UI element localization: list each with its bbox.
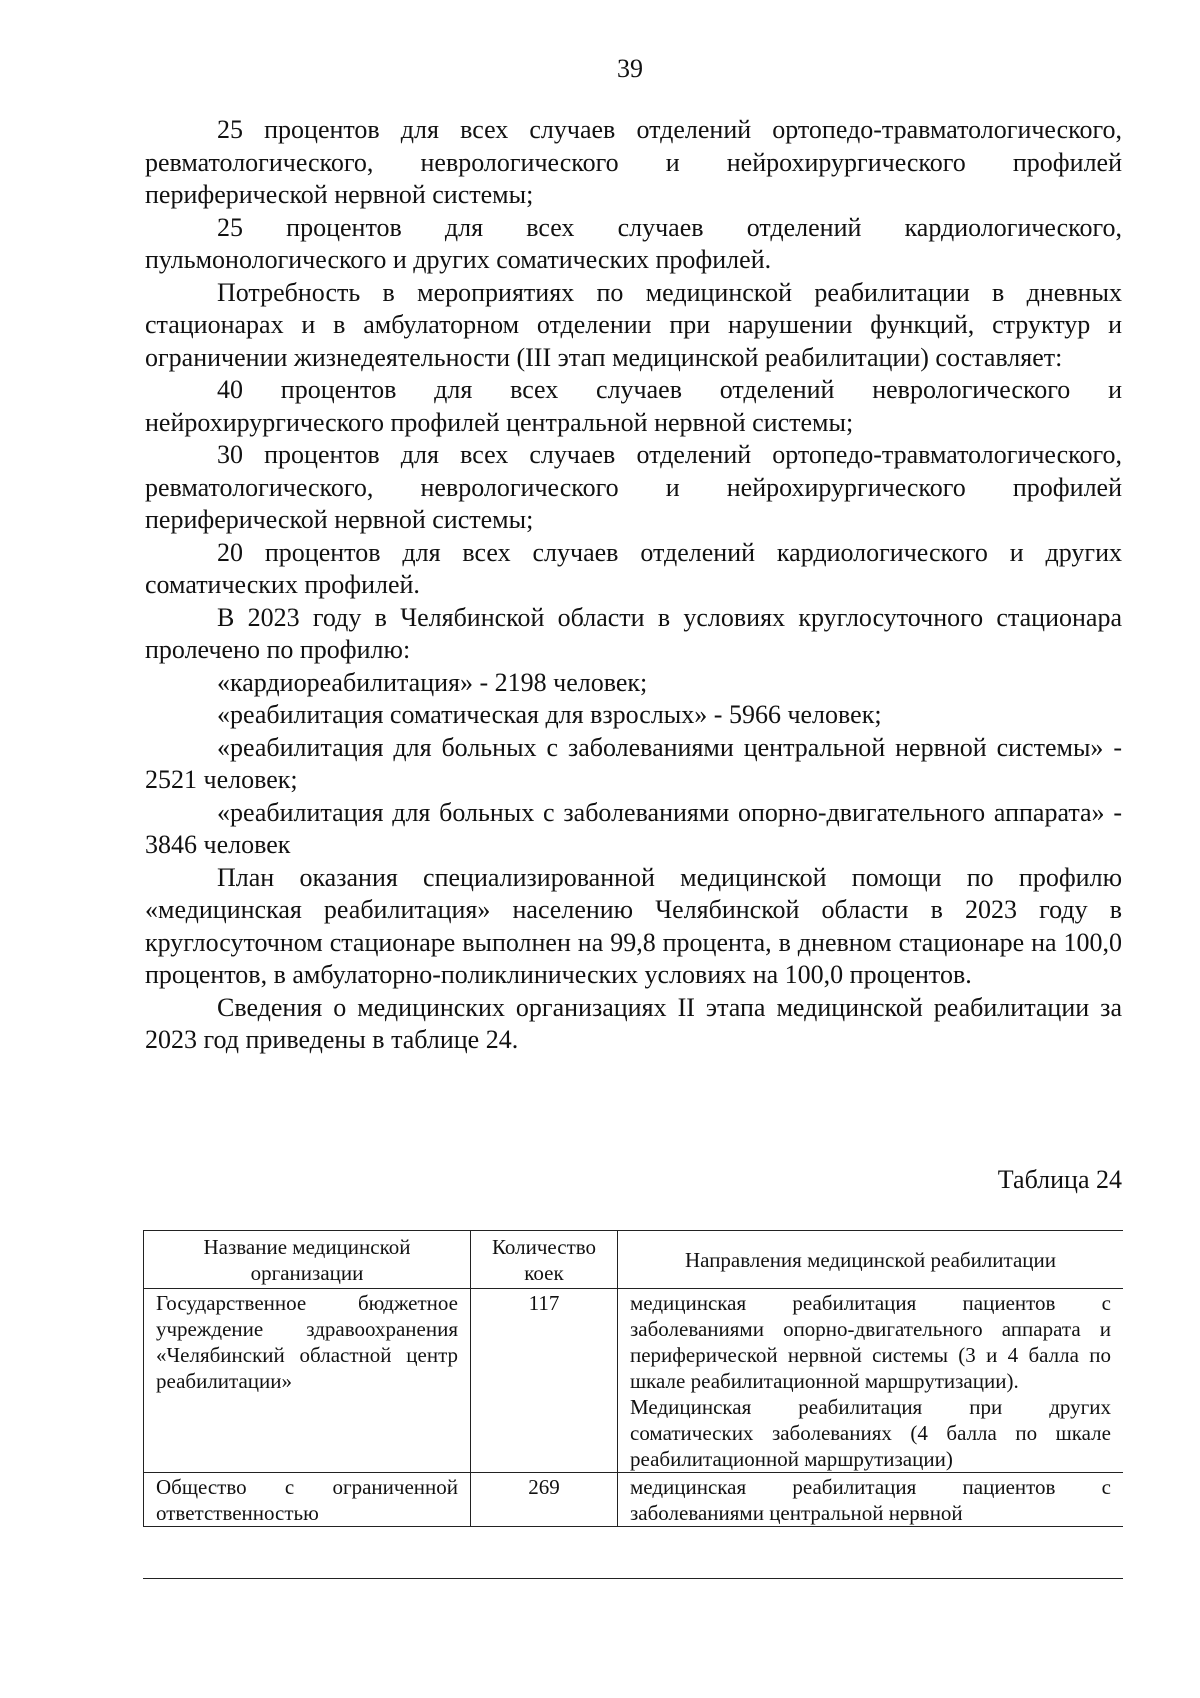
- paragraph: 40 процентов для всех случаев отделений неврологического и нейрохирургического профилей центральной нервной системы;: [145, 375, 1122, 437]
- paragraph: 20 процентов для всех случаев отделений кардиологического и других соматических профилей.: [145, 537, 1122, 599]
- table-row: [144, 1289, 1124, 1473]
- organization-name-cell: Общество с ограниченной ответственностью: [144, 1473, 471, 1527]
- direction-text: медицинская реабилитация пациентов с заболеваниями опорно-двигательного аппарата и периферической нервной системы (3 и 4 балла по шкале реабилитационной маршрутизации).: [630, 1291, 1111, 1393]
- paragraph: В 2023 году в Челябинской области в условиях круглосуточного стационара пролечено по профилю:: [145, 602, 1122, 664]
- table-row: [144, 1473, 1124, 1527]
- paragraph: 25 процентов для всех случаев отделений кардиологического, пульмонологического и других соматических профилей.: [145, 212, 1122, 274]
- data-table: [143, 1230, 1123, 1527]
- beds-count-cell: 117: [471, 1289, 618, 1473]
- beds-count-cell: 269: [471, 1473, 618, 1527]
- table-header-row: [144, 1231, 1124, 1289]
- column-header-beds: Количество коек: [471, 1231, 618, 1289]
- directions-cell: [618, 1289, 1124, 1473]
- table-caption: Таблица 24: [997, 1165, 1122, 1194]
- page-number: 39: [617, 54, 643, 83]
- body-text: [145, 114, 1122, 1057]
- list-item: «реабилитация для больных с заболеваниями опорно-двигательного аппарата» - 3846 человек: [145, 797, 1122, 859]
- column-header-directions: Направления медицинской реабилитации: [618, 1231, 1124, 1289]
- paragraph: Сведения о медицинских организациях II этапа медицинской реабилитации за 2023 год приведены в таблице 24.: [145, 992, 1122, 1054]
- paragraph: 30 процентов для всех случаев отделений ортопедо-травматологического, ревматологического, неврологического и нейрохирургического профилей периферической нервной системы;: [145, 440, 1122, 534]
- list-item: «реабилитация соматическая для взрослых» - 5966 человек;: [217, 700, 882, 729]
- list-item: «реабилитация для больных с заболеваниями центральной нервной системы» - 2521 человек;: [145, 732, 1122, 794]
- direction-text: медицинская реабилитация пациентов с заболеваниями центральной нервной: [630, 1475, 1111, 1525]
- paragraph: План оказания специализированной медицинской помощи по профилю «медицинская реабилитация» населению Челябинской области в 2023 году в круглосуточном стационаре выполнен на 99,8 процента, в дневном стационаре на 100,0 процентов, в амбулаторно-поликлинических условиях на 100,0 процентов.: [145, 862, 1122, 989]
- list-item: «кардиореабилитация» - 2198 человек;: [217, 667, 648, 697]
- direction-text: Медицинская реабилитация при других соматических заболеваниях (4 балла по шкале реабилитационной маршрутизации): [630, 1395, 1111, 1471]
- table-container: [143, 1230, 1123, 1579]
- column-header-name: Название медицинской организации: [144, 1231, 471, 1289]
- organization-name-cell: Государственное бюджетное учреждение здравоохранения «Челябинский областной центр реабилитации»: [144, 1289, 471, 1473]
- directions-cell: [618, 1473, 1124, 1527]
- paragraph: 25 процентов для всех случаев отделений ортопедо-травматологического, ревматологического, неврологического и нейрохирургического профилей периферической нервной системы;: [145, 115, 1122, 209]
- paragraph: Потребность в мероприятиях по медицинской реабилитации в дневных стационарах и в амбулаторном отделении при нарушении функций, структур и ограничении жизнедеятельности (III этап медицинской реабилитации) составляет:: [145, 277, 1122, 372]
